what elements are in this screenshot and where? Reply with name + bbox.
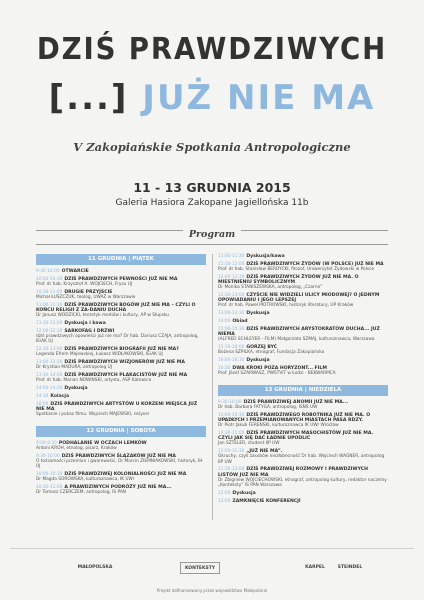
schedule-time: 9:30-10:00 bbox=[36, 453, 60, 459]
schedule-speaker: Prof. dr hab. Marian NOWINSKI, artysta, ASP Katowice bbox=[36, 378, 152, 384]
schedule-item bbox=[36, 269, 206, 274]
logo-malopolska: MAŁOPOLSKA bbox=[77, 565, 113, 570]
logo-konteksty: KONTEKSTY bbox=[180, 562, 220, 574]
title-blue-text: JUŻ NIE MA bbox=[142, 78, 376, 118]
schedule-title: Dyskusja bbox=[64, 386, 88, 391]
schedule-item bbox=[218, 345, 388, 355]
column-divider bbox=[212, 254, 213, 520]
schedule-title: DZIŚ PRAWDZIWYCH ŚLĄZAKÓW JUŻ NIE MA bbox=[61, 453, 176, 459]
schedule-item bbox=[218, 400, 388, 410]
schedule-item bbox=[218, 413, 388, 429]
schedule-item bbox=[218, 262, 388, 272]
schedule-right-column bbox=[218, 254, 388, 506]
day-header-12: 12 GRUDNIA | SOBOTA bbox=[36, 426, 206, 437]
schedule-time: 11:30-12:00 bbox=[218, 467, 245, 473]
schedule-title: DZIŚ PRAWDZIWEGO ROBOTNIKA JUŻ NIE MA. O UPADŁYCH I PRZEMIANOWANYCH MIASTACH PASA RDZY. bbox=[218, 412, 371, 423]
schedule-item bbox=[36, 347, 206, 357]
schedule-time: 15:30-16:00 bbox=[218, 345, 245, 350]
day-13-events bbox=[218, 400, 388, 504]
schedule-title: ZAMKNIĘCIE KONFERENCJI bbox=[232, 498, 301, 504]
schedule-speaker: Dr Zbigniew WOJCIECHOWSKI, etnograf, antropolog kultury, redaktor naczelny „Konteksty” IS PAN Warszawa bbox=[218, 477, 387, 489]
schedule-speaker: dziś prawdziwych opowieści już nie ma? Dr hab. Dariusz CZAJA, antropolog, IEiAK UJ bbox=[36, 334, 199, 345]
schedule-item bbox=[218, 311, 388, 316]
schedule-time: 12:00-12:30 bbox=[36, 328, 63, 334]
schedule-title: Kolacja bbox=[50, 393, 70, 399]
schedule-time: 13:00-13:30 bbox=[36, 360, 63, 365]
schedule-speaker: Dr Krystian MADURA, antropolog UJ bbox=[36, 365, 113, 371]
schedule-time: 10:30-11:00 bbox=[36, 289, 63, 295]
schedule-time: 13:00-13:30 bbox=[218, 311, 245, 317]
schedule-item bbox=[218, 431, 388, 447]
schedule-title: SARKOFAG I DRZWI bbox=[64, 328, 115, 334]
schedule-title: DZIŚ PRAWDZIWYCH BOGÓW JUŻ NIE MA – CZYLI O KOŃCU RELIGII Z ZA-DANIU DUCHA bbox=[36, 302, 196, 313]
schedule-speaker: Bożena SZPILKA, etnograf, Fundacja Zakopiańska bbox=[218, 350, 325, 356]
schedule-time: 15:00-15:30 bbox=[218, 326, 245, 332]
day-12-afternoon-events bbox=[218, 254, 388, 376]
schedule-time: 12:30-13:00 bbox=[218, 293, 245, 298]
schedule-time: 9:00-9:30 bbox=[36, 440, 57, 446]
program-label-text: Program bbox=[183, 229, 241, 240]
program-rule-bottom bbox=[36, 244, 388, 245]
schedule-item bbox=[218, 467, 388, 488]
schedule-title: DWA KROKI POZA HORYZONT... FILM bbox=[232, 365, 327, 371]
schedule-time: 10:00-10:30 bbox=[218, 412, 245, 418]
schedule-item bbox=[218, 293, 388, 309]
schedule-item bbox=[36, 441, 206, 451]
schedule-time: 9:30-10:00 bbox=[36, 269, 60, 274]
schedule-title: CZYŚCIE NIE WIDZIELI ULICY MIODOWEJ? O JEDNYM OPOWIADANIU I JEGO LEPSZEJ bbox=[218, 293, 380, 304]
schedule-title: DZIŚ PRAWDZIWYCH ŻYDÓW JUŻ NIE MA. O MIESTNIENIU SYMBOLICZNYM bbox=[218, 274, 359, 285]
day-12-events bbox=[36, 441, 206, 496]
schedule-speaker: Dr Magda SOROWSKA, kulturoznawca, IK UWr bbox=[36, 477, 135, 483]
schedule-time: 12:00-12:30 bbox=[218, 274, 245, 280]
schedule-speaker: Dr Tomasz CZERCZEM, antropolog, IS PAN bbox=[36, 490, 126, 496]
schedule-speaker: Dr Piotr Jakub FERENSKI, kulturoznawca IK UWr Wrocław bbox=[218, 423, 339, 429]
schedule-item bbox=[36, 360, 206, 370]
schedule-speaker: Michał ŁUSZCZUK, teolog, UWAŻ w Warszawie bbox=[36, 295, 136, 300]
title-line-2 bbox=[0, 78, 424, 118]
schedule-time: 9:30-10:00 bbox=[218, 399, 242, 405]
schedule-item bbox=[36, 402, 206, 418]
sponsor-logos bbox=[10, 556, 414, 580]
schedule-title: PODHALANIE W OCZACH LEMKÓW bbox=[58, 440, 147, 446]
schedule-time: 11:30-12:00 bbox=[218, 261, 245, 267]
schedule-speaker: (ALFRED SCHLEYER - FILM) Małgorzata SZMAJ, kulturoznawca, Warszawa bbox=[218, 337, 375, 343]
schedule-speaker: Jan SZTELER, student IIP UW bbox=[218, 441, 280, 447]
schedule-item bbox=[218, 327, 388, 343]
schedule-speaker: Dr hab. Barbara FATYGA, antropolog, ISNS UW bbox=[218, 405, 318, 410]
schedule-title: DZIŚ PRAWDZIWYCH ARYSTOKRATÓW DUCHA... JUŻ NIEMA bbox=[218, 326, 380, 337]
schedule-time: 11:00-11:30 bbox=[36, 302, 63, 308]
schedule-item bbox=[36, 454, 206, 470]
logo-steindel: STEINDEL bbox=[337, 565, 363, 570]
schedule-title: „JUŻ NIE MA”. bbox=[246, 449, 283, 455]
schedule-speaker: Legenda Efrem Majewskiej, Łukasz WIDŁAKOWSKI, IEiAK UJ bbox=[36, 352, 163, 358]
schedule-time: 11:00-11:30 bbox=[218, 254, 245, 259]
schedule-item bbox=[36, 373, 206, 383]
schedule-item bbox=[218, 319, 388, 324]
schedule-title: OTWARCIE bbox=[61, 269, 89, 274]
schedule-time: 10:00-10:30 bbox=[36, 472, 63, 477]
schedule-speaker: Prof. dr hab. Paweł PIOTROWSKI, historyk literatury, UP Kraków bbox=[218, 303, 354, 309]
title-bracket: [...] bbox=[48, 78, 129, 118]
schedule-speaker: O tożsamości przemian i gwarowości, Dr Marcin ZIEMNIAKOWSKI, historyk, IH UJ bbox=[36, 459, 203, 470]
schedule-time: 12:30-13:00 bbox=[36, 347, 63, 352]
schedule-item bbox=[36, 386, 206, 391]
schedule-time: 12:00 bbox=[218, 490, 231, 496]
schedule-title: DZIŚ PRAWDZIWYCH BIOGRAFII JUŻ NIE MA? bbox=[64, 347, 179, 352]
day-header-11: 11 GRUDNIA | PIĄTEK bbox=[36, 254, 206, 265]
schedule-speaker: Antoni KROH, etnolog, pisarz, Kraków bbox=[36, 446, 117, 451]
logo-karpel: KARPEL bbox=[305, 565, 325, 570]
subtitle: V Zakopiańskie Spotkania Antropologiczne bbox=[73, 140, 351, 154]
schedule-item bbox=[36, 485, 206, 495]
schedule-speaker: Prof. dr hab. Krzysztof A. WOJCIECH, Fryzu UJ bbox=[36, 282, 133, 287]
schedule-title: DZIŚ PRAWDZIWEJ ROZMOWY I PRAWDZIWYCH LISTÓW JUŻ NIE MA bbox=[218, 467, 368, 478]
schedule-item bbox=[218, 449, 388, 465]
schedule-title: DZIŚ PRAWDZIWYCH ARTYSTÓW U KORZENI MIEJSCA JUŻ NIE MA bbox=[36, 401, 198, 412]
schedule-item bbox=[36, 290, 206, 300]
program-label bbox=[0, 229, 424, 240]
schedule-time: 14:30 bbox=[36, 393, 49, 399]
schedule-speaker: Dr Monika STANISZEWSKA, antropolog, „Czarne” bbox=[218, 285, 323, 291]
schedule-item bbox=[36, 394, 206, 399]
day-11-events bbox=[36, 269, 206, 417]
schedule-time: 11:00-11:30 bbox=[218, 449, 245, 455]
event-venue: Galeria Hasiora Zakopane Jagiellońska 11b bbox=[115, 198, 309, 208]
schedule-title: Dyskusja bbox=[246, 311, 270, 317]
schedule-item bbox=[36, 277, 206, 287]
schedule-title: DRUGIE PRZYJŚCIE bbox=[64, 289, 113, 295]
title-line-1: DZIŚ PRAWDZIWYCH bbox=[36, 32, 388, 67]
schedule-item bbox=[36, 321, 206, 326]
schedule-title: Dyskusja bbox=[246, 358, 270, 363]
schedule-time: 16:00-16:30 bbox=[218, 358, 245, 363]
schedule-title: DZIŚ PRAWDZIWYCH PEWNOŚCI JUŻ NIE MA bbox=[64, 276, 178, 282]
schedule-item bbox=[218, 254, 388, 259]
schedule-title: DZIŚ PRAWDZIWYCH ŻYDÓW (W POLSCE) JUŻ NIE MA bbox=[246, 261, 384, 267]
schedule-item bbox=[218, 358, 388, 363]
schedule-title: Dyskusja i kawa bbox=[64, 321, 106, 326]
schedule-time: 16:30 bbox=[218, 365, 231, 371]
footer-note: Projekt dofinansowany przez województwo Małopolskie bbox=[156, 588, 268, 593]
schedule-title: DZIŚ PRAWDZIWEJ ANOMII JUŻ NIE MA... bbox=[243, 399, 349, 405]
event-dates: 11 - 13 GRUDNIA 2015 bbox=[133, 180, 291, 195]
schedule-item bbox=[218, 275, 388, 291]
schedule-speaker: Okruchy, czyli zasobów niezłobecność Dr hab. Wojciech WAGNER, antropolog IIP UW bbox=[218, 454, 385, 465]
schedule-title: Dyskusja/kawa bbox=[246, 254, 285, 259]
schedule-title: Dyskusja bbox=[232, 490, 256, 496]
schedule-title: A PRAWDZIWYCH PODRÓŻY JUŻ NIE MA... bbox=[64, 485, 172, 490]
schedule-time: 14:00 bbox=[218, 319, 231, 324]
schedule-title: GORZEJ BYĆ bbox=[246, 345, 278, 350]
schedule-time: 10:30-11:00 bbox=[36, 485, 63, 490]
schedule-speaker: Prof. Józef SZARWASZ, PWSTViT w Łodzi - BEKWARMCA bbox=[218, 371, 336, 376]
schedule-title: DZIŚ PRAWDZIWEJ KOLONIALNOŚCI JUŻ NIE MA bbox=[64, 472, 187, 477]
schedule-title: DZIŚ PRAWDZIWYCH MASOCHISTÓW JUŻ NIE MA. CZYLI JAK SIĘ DAĆ ŁADNIE UPODLIĆ bbox=[218, 431, 374, 442]
schedule-time: 13:00 bbox=[218, 498, 231, 504]
schedule-item bbox=[36, 329, 206, 345]
schedule-item bbox=[36, 472, 206, 482]
schedule-speaker: Dr Janusz WODZICKI, teoretyk mediów i kultury, AP w Słupsku bbox=[36, 313, 170, 319]
schedule-time: 18:00 bbox=[36, 401, 49, 407]
schedule-speaker: Prof. dr hab. Stanisław BERDYCKI, filozof, Uniwersytet Żydowski w Polsce bbox=[218, 267, 375, 272]
schedule-speaker: Spotkanie i pokaz filmu. Wojciech MAJEWSKI, reżyser bbox=[36, 412, 150, 417]
schedule-time: 10:30-11:00 bbox=[218, 431, 245, 436]
schedule-item bbox=[218, 499, 388, 504]
schedule-time: 14:00-14:30 bbox=[36, 386, 63, 391]
day-header-13: 13 GRUDNIA | NIEDZIELA bbox=[218, 385, 388, 396]
schedule-title: Obiad bbox=[232, 319, 248, 324]
schedule-item bbox=[36, 303, 206, 319]
schedule-time: 10:00-10:30 bbox=[36, 276, 63, 282]
schedule-time: 11:30-12:00 bbox=[36, 321, 63, 326]
schedule-time: 13:30-14:00 bbox=[36, 373, 63, 378]
footer-rule bbox=[10, 548, 414, 549]
schedule-title: DZIŚ PRAWDZIWYCH WIZJONERÓW JUŻ NIE MA bbox=[64, 360, 185, 365]
schedule-item bbox=[218, 366, 388, 376]
schedule-left-column bbox=[36, 254, 206, 498]
schedule-item bbox=[218, 491, 388, 496]
schedule-title: DZIŚ PRAWDZIWYCH PLAKACISTÓW JUŻ NIE MA bbox=[64, 373, 188, 378]
